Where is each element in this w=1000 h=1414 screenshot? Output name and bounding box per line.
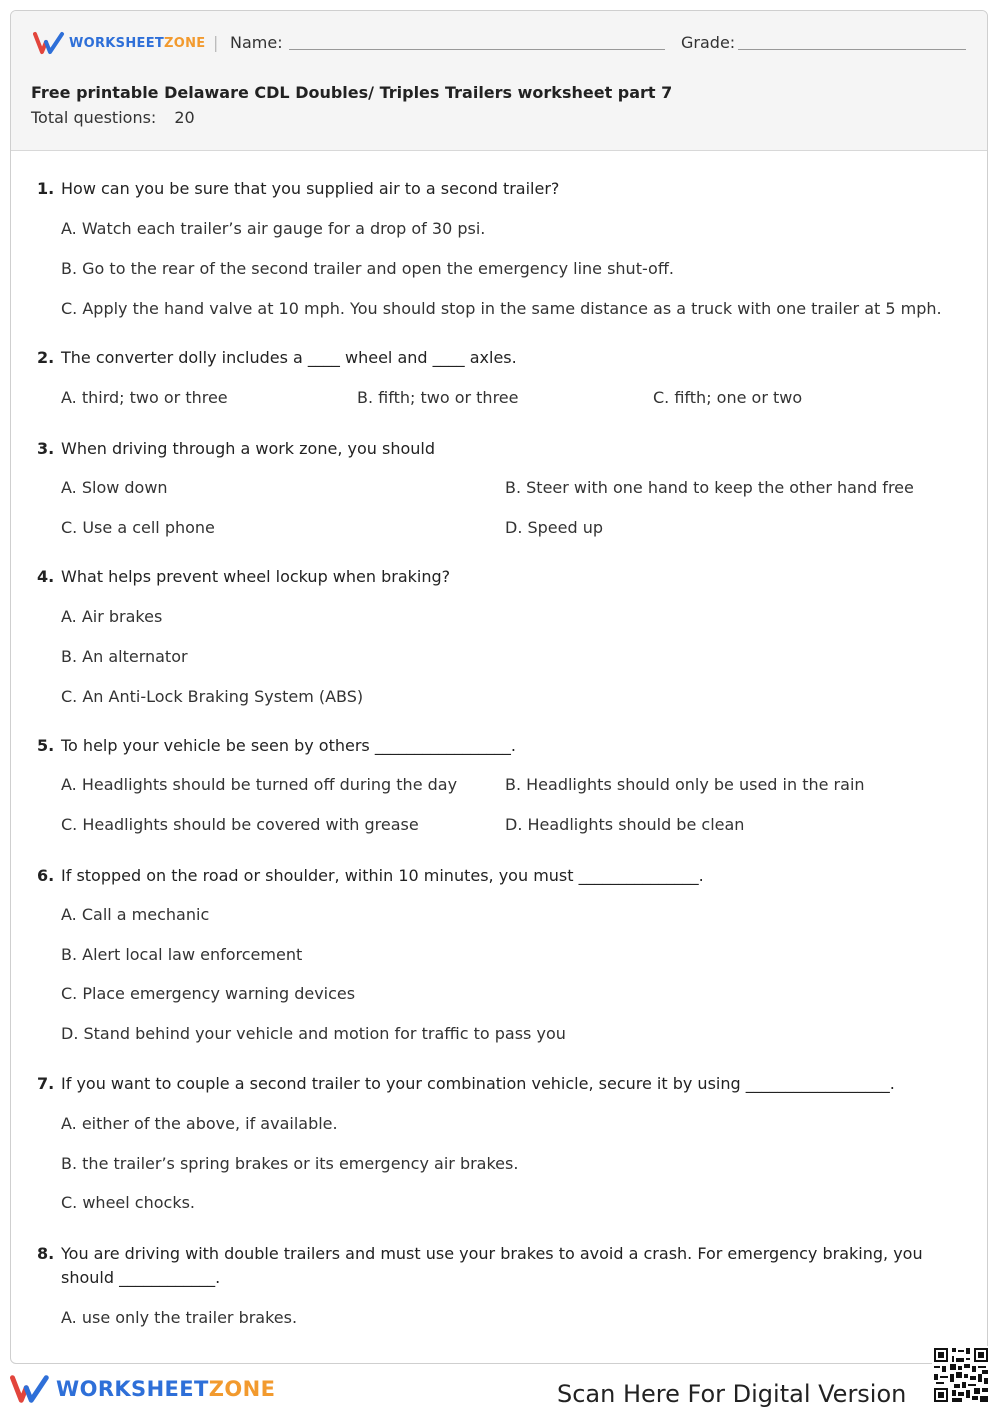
divider: | (213, 33, 219, 52)
page-footer (0, 1364, 1000, 1414)
question-text (37, 177, 957, 201)
option-7a: A. either of the above, if available. (61, 1114, 338, 1133)
option-4c: C. An Anti-Lock Braking System (ABS) (61, 687, 364, 706)
qr-code-icon[interactable] (932, 1346, 990, 1404)
option-1b: B. Go to the rear of the second trailer and open the emergency line shut-off. (61, 259, 674, 278)
question-prompt: If stopped on the road or shoulder, within 10 minutes, you must _______________. (61, 866, 704, 885)
total-questions (31, 108, 195, 127)
brand-logo (33, 31, 206, 55)
question-number: 3. (37, 439, 55, 458)
option-5b: B. Headlights should only be used in the rain (505, 775, 865, 794)
option-2a: A. third; two or three (61, 388, 228, 407)
question-prompt: The converter dolly includes a ____ wheel and ____ axles. (61, 348, 517, 367)
option-7b: B. the trailer’s spring brakes or its emergency air brakes. (61, 1154, 519, 1173)
footer-brand-name: WORKSHEETZONE (56, 1377, 276, 1401)
worksheet-title: Free printable Delaware CDL Doubles/ Triples Trailers worksheet part 7 (31, 83, 673, 102)
option-2b: B. fifth; two or three (357, 388, 519, 407)
question-3 (37, 437, 957, 461)
grade-label: Grade: (681, 33, 736, 52)
question-text (37, 1072, 957, 1096)
question-prompt: To help your vehicle be seen by others _________________. (61, 736, 516, 755)
question-number: 1. (37, 179, 55, 198)
question-8 (37, 1242, 957, 1290)
option-3a: A. Slow down (61, 478, 168, 497)
option-6b: B. Alert local law enforcement (61, 945, 303, 964)
question-text (37, 734, 957, 758)
question-4 (37, 565, 957, 589)
option-2c: C. fifth; one or two (653, 388, 803, 407)
question-prompt: When driving through a work zone, you should (61, 439, 435, 458)
question-prompt: What helps prevent wheel lockup when braking? (61, 567, 451, 586)
option-4a: A. Air brakes (61, 607, 163, 626)
name-label: Name: (230, 33, 283, 52)
question-text (37, 346, 957, 370)
worksheetzone-logo-icon (10, 1374, 50, 1404)
question-number: 2. (37, 348, 55, 367)
question-prompt-line2: should ____________. (61, 1268, 221, 1287)
worksheet (10, 10, 988, 1364)
question-number: 5. (37, 736, 55, 755)
question-7 (37, 1072, 957, 1096)
option-3c: C. Use a cell phone (61, 518, 215, 537)
question-text (37, 864, 957, 888)
question-1 (37, 177, 957, 201)
option-6d: D. Stand behind your vehicle and motion for traffic to pass you (61, 1024, 566, 1043)
option-3b: B. Steer with one hand to keep the other hand free (505, 478, 914, 497)
question-prompt: How can you be sure that you supplied air to a second trailer? (61, 179, 560, 198)
option-1c: C. Apply the hand valve at 10 mph. You should stop in the same distance as a truck with one trailer at 5 mph. (61, 299, 942, 318)
question-number: 7. (37, 1074, 55, 1093)
total-questions-label: Total questions: (31, 108, 157, 127)
option-6a: A. Call a mechanic (61, 905, 210, 924)
option-8a: A. use only the trailer brakes. (61, 1308, 298, 1327)
option-4b: B. An alternator (61, 647, 188, 666)
question-number: 4. (37, 567, 55, 586)
total-questions-value: 20 (174, 108, 195, 127)
name-field[interactable] (289, 49, 665, 50)
scan-text: Scan Here For Digital Version (557, 1380, 907, 1408)
option-5d: D. Headlights should be clean (505, 815, 745, 834)
brand-name: WORKSHEETZONE (69, 35, 206, 51)
question-5 (37, 734, 957, 758)
question-prompt-line1: You are driving with double trailers and must use your brakes to avoid a crash. For emergency braking, you (61, 1244, 923, 1263)
option-3d: D. Speed up (505, 518, 604, 537)
question-number: 8. (37, 1244, 55, 1263)
question-number: 6. (37, 866, 55, 885)
option-6c: C. Place emergency warning devices (61, 984, 356, 1003)
footer-brand-logo (10, 1374, 275, 1404)
option-7c: C. wheel chocks. (61, 1193, 195, 1212)
question-text (37, 437, 957, 461)
question-6 (37, 864, 957, 888)
grade-field[interactable] (738, 49, 966, 50)
option-1a: A. Watch each trailer’s air gauge for a drop of 30 psi. (61, 219, 486, 238)
question-prompt: If you want to couple a second trailer to your combination vehicle, secure it by using __________________. (61, 1074, 895, 1093)
option-5c: C. Headlights should be covered with grease (61, 815, 419, 834)
question-2 (37, 346, 957, 370)
question-text (37, 565, 957, 589)
question-text (37, 1242, 957, 1290)
option-5a: A. Headlights should be turned off during the day (61, 775, 458, 794)
worksheetzone-logo-icon (33, 31, 65, 55)
worksheet-header (11, 11, 987, 151)
